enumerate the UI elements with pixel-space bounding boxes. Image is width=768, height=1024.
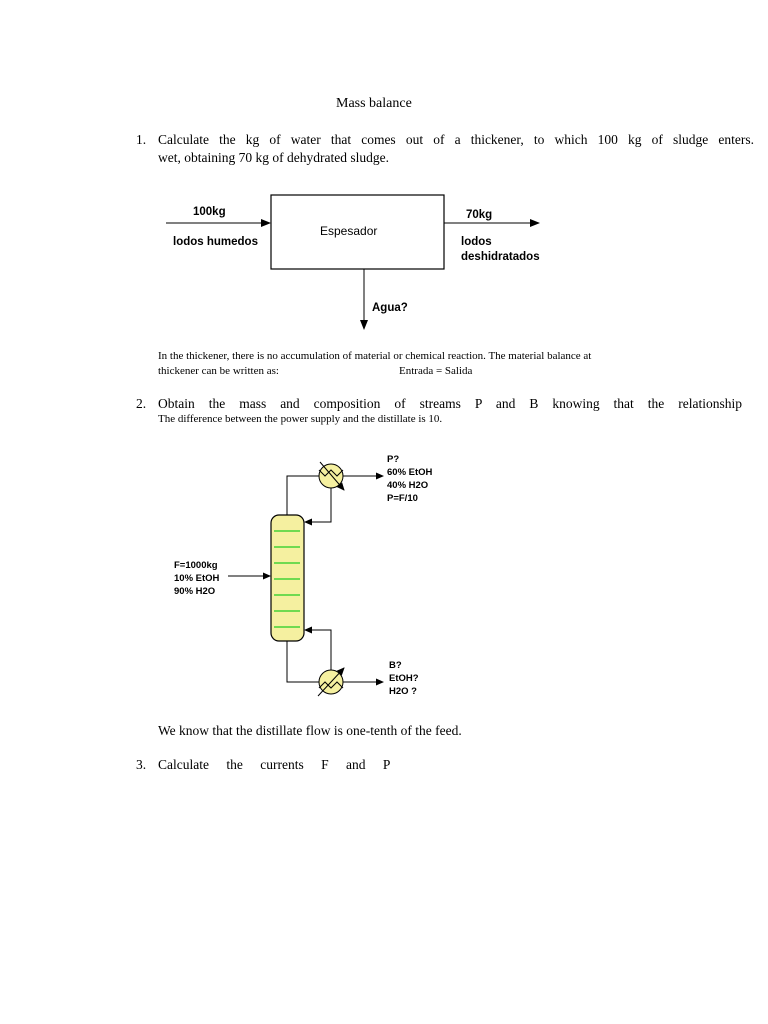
outlet-label-2: deshidratados [461, 251, 540, 263]
bottoms-label: B? [389, 660, 402, 671]
problem-2-number: 2. [136, 396, 147, 411]
problem-1-number: 1. [136, 132, 147, 147]
thickener-label: Espesador [320, 224, 378, 238]
water-label: Agua? [372, 302, 408, 314]
inlet-label: lodos humedos [173, 236, 258, 248]
problem-2-line-1: Obtain the mass and composition of streams P and B knowing that the relationship [158, 396, 742, 411]
distillate-h2o: 40% H2O [387, 480, 429, 491]
distillation-diagram [174, 454, 433, 697]
problem-1-line-1: Calculate the kg of water that comes out of a thickener, to which 100 kg of sludge enters. [158, 132, 754, 147]
feed-label: F=1000kg [174, 560, 218, 571]
distillate-note: We know that the distillate flow is one-tenth of the feed. [158, 723, 462, 738]
feed-h2o: 90% H2O [174, 586, 216, 597]
outlet-label-1: lodos [461, 236, 492, 248]
bottoms-etoh: EtOH? [389, 673, 419, 684]
problem-3-text: Calculate the currents F and P [158, 757, 391, 772]
thickener-note-line-1: In the thickener, there is no accumulation of material or chemical reaction. The material balance at [158, 350, 592, 362]
problem-3-number: 3. [136, 757, 147, 772]
inlet-amount: 100kg [193, 206, 226, 218]
feed-etoh: 10% EtOH [174, 573, 220, 584]
bottoms-h2o: H2O ? [389, 686, 417, 697]
mass-balance-equation: Entrada = Salida [399, 365, 473, 377]
distillate-label: P? [387, 454, 400, 465]
thickener-note-line-2: thickener can be written as: [158, 365, 279, 377]
distillate-relation: P=F/10 [387, 493, 418, 504]
problem-2-line-2: The difference between the power supply and the distillate is 10. [158, 413, 443, 425]
page-title: Mass balance [336, 96, 412, 111]
problem-1-line-2: wet, obtaining 70 kg of dehydrated sludge. [158, 150, 389, 165]
outlet-amount: 70kg [466, 209, 493, 221]
distillate-etoh: 60% EtOH [387, 467, 433, 478]
distillation-column [271, 515, 304, 641]
